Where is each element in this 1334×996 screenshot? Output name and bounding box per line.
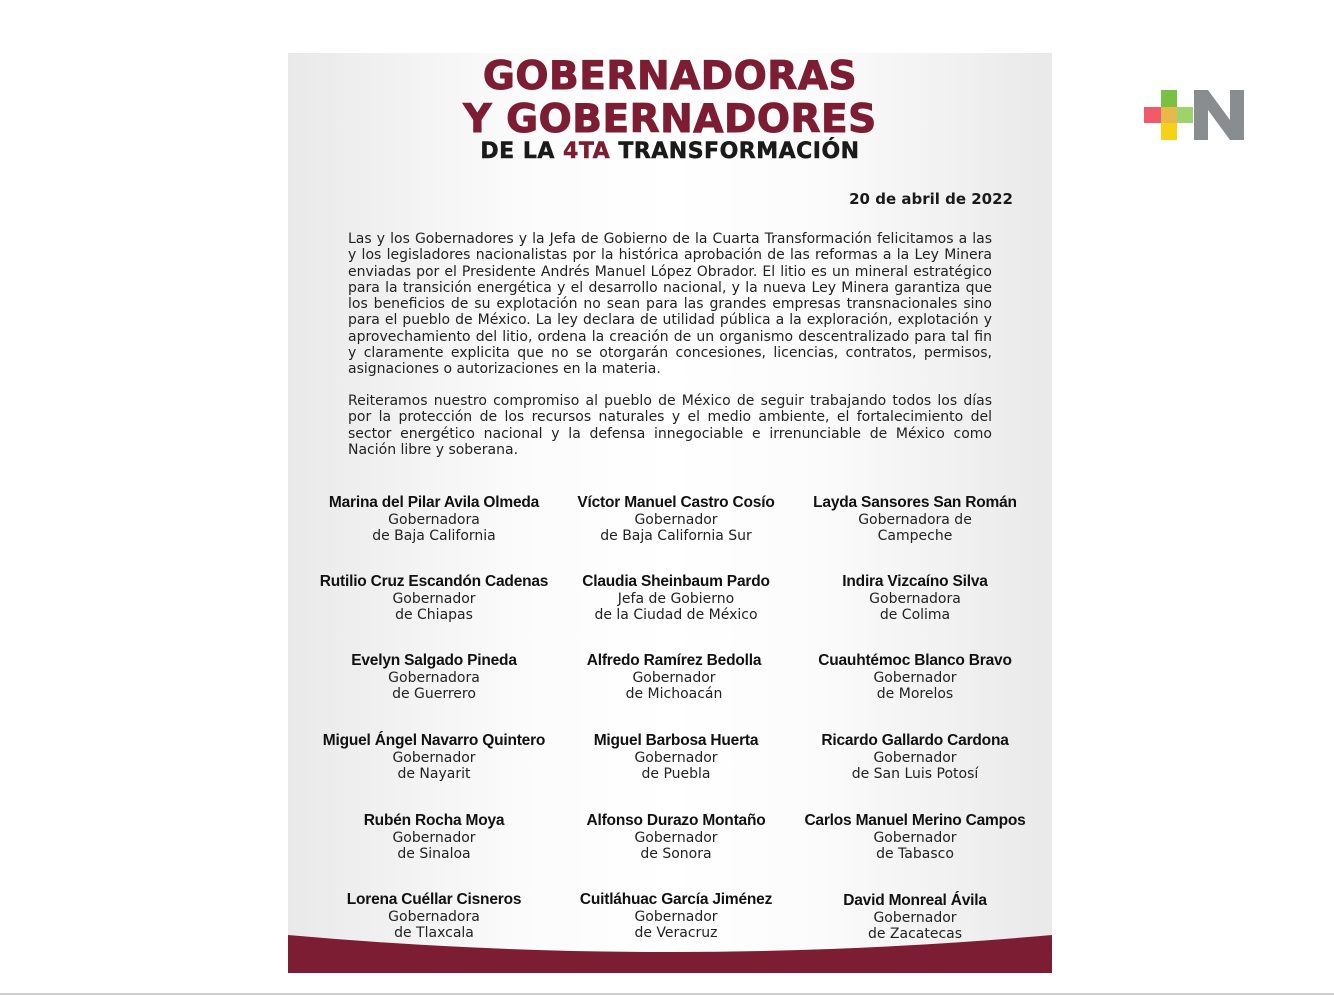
signer-name: Cuauhtémoc Blanco Bravo [818,652,1012,669]
signer-state: de San Luis Potosí [851,766,979,782]
signer-state: de Sinaloa [397,846,471,862]
signer-block [556,574,796,624]
news-outlet-logo-icon [1144,90,1244,140]
signer-role: Gobernador [873,669,957,686]
signer-role: Gobernador [634,511,718,528]
signer-state: de Puebla [641,766,711,782]
signer-block [314,733,554,783]
press-release-document [288,53,1052,973]
signer-state: de Morelos [876,686,954,702]
document-subtitle [288,139,1052,165]
signer-state: de Colima [879,607,951,623]
signer-role: Gobernadora [388,669,480,686]
signer-name: Indira Vizcaíno Silva [842,573,988,590]
signer-name: Miguel Ángel Navarro Quintero [322,732,546,749]
signer-name: Layda Sansores San Román [813,494,1017,511]
signer-role: Gobernador [873,749,957,766]
signer-state: de Guerrero [392,686,476,702]
signer-role: Gobernador [392,829,476,846]
signer-name: Carlos Manuel Merino Campos [804,812,1026,829]
signer-state: de Tlaxcala [394,925,474,941]
signer-role: Gobernador [632,669,716,686]
signer-state: de Veracruz [634,925,718,941]
bottom-divider [0,993,1334,995]
signer-name: David Monreal Ávila [843,892,987,909]
signer-block [554,653,794,703]
signer-name: Cuitláhuac García Jiménez [579,891,773,908]
signer-role: Gobernador [634,908,718,925]
signer-role: Gobernador [873,829,957,846]
signer-block [314,653,554,703]
signer-name: Víctor Manuel Castro Cosío [577,494,775,511]
signer-name: Evelyn Salgado Pineda [351,652,517,669]
signer-block [795,653,1035,703]
signer-role: Gobernador [392,590,476,607]
signer-name: Miguel Barbosa Huerta [593,732,759,749]
signer-state: de Baja California Sur [600,528,752,544]
signer-block [795,813,1035,863]
footer-wave [288,921,1052,973]
signer-state: de Sonora [640,846,712,862]
signer-role: Gobernador [392,749,476,766]
signer-state: de Nayarit [397,766,471,782]
signer-block [314,813,554,863]
signer-block [314,495,554,545]
signer-block [556,813,796,863]
signer-role: Gobernadora de [858,511,972,528]
signer-block [556,733,796,783]
signer-role: Gobernadora [869,590,961,607]
subtitle-pre: DE LA [480,139,564,164]
signer-state: de Zacatecas [867,926,963,942]
signer-block [314,574,554,624]
signer-role: Gobernador [634,829,718,846]
signer-state: de Tabasco [876,846,954,862]
signer-name: Ricardo Gallardo Cardona [821,732,1009,749]
body-paragraph-1: Las y los Gobernadores y la Jefa de Gobierno de la Cuarta Transformación felicitamos a las y los legisladores nacionalistas por la histórica aprobación de las reformas a la Ley Minera enviadas por el Presidente Andrés Manuel López Obrador. El litio es un mineral estratégico para la transición energética y el desarrollo nacional, y la nueva Ley Minera garantiza que los beneficios de su explotación no sean para las grandes empresas transnacionales sino para el pueblo de México. La ley declara de utilidad pública a la exploración, explotación y aprovechamiento del litio, ordena la creación de un organismo descentralizado para tal fin y claramente explicita que no se otorgarán concesiones, licencias, contratos, permisos, asignaciones o autorizaciones en la materia. [348,231,992,378]
subtitle-post: TRANSFORMACIÓN [610,139,860,164]
signer-name: Alfonso Durazo Montaño [586,812,766,829]
signer-name: Lorena Cuéllar Cisneros [346,891,522,908]
body-paragraph-2: Reiteramos nuestro compromiso al pueblo de México de seguir trabajando todos los días por la protección de los recursos naturales y el medio ambiente, el fortalecimiento del sector energético nacional y la defensa innegociable e irrenunciable de México como Nación libre y soberana. [348,393,992,458]
signer-role: Gobernador [634,749,718,766]
signer-block [795,495,1035,545]
signer-name: Marina del Pilar Avila Olmeda [328,494,540,511]
signer-role: Gobernadora [388,908,480,925]
signer-role: Gobernadora [388,511,480,528]
signer-block [795,733,1035,783]
signer-name: Rutilio Cruz Escandón Cadenas [319,573,549,590]
signer-role: Gobernador [873,909,957,926]
subtitle-accent: 4TA [563,139,611,164]
signer-state: de Michoacán [625,686,723,702]
signer-state: Campeche [877,528,953,544]
document-date: 20 de abril de 2022 [849,190,1013,208]
signer-block [556,495,796,545]
signer-name: Claudia Sheinbaum Pardo [582,573,770,590]
signer-state: de Baja California [372,528,496,544]
document-title-line2: Y GOBERNADORES [463,97,877,142]
signer-state: de la Ciudad de México [594,607,758,623]
document-title-line1: GOBERNADORAS [482,54,858,99]
signer-block [795,574,1035,624]
signer-name: Alfredo Ramírez Bedolla [586,652,762,669]
signer-name: Rubén Rocha Moya [363,812,505,829]
signer-state: de Chiapas [395,607,473,623]
signer-role: Jefa de Gobierno [617,590,735,607]
